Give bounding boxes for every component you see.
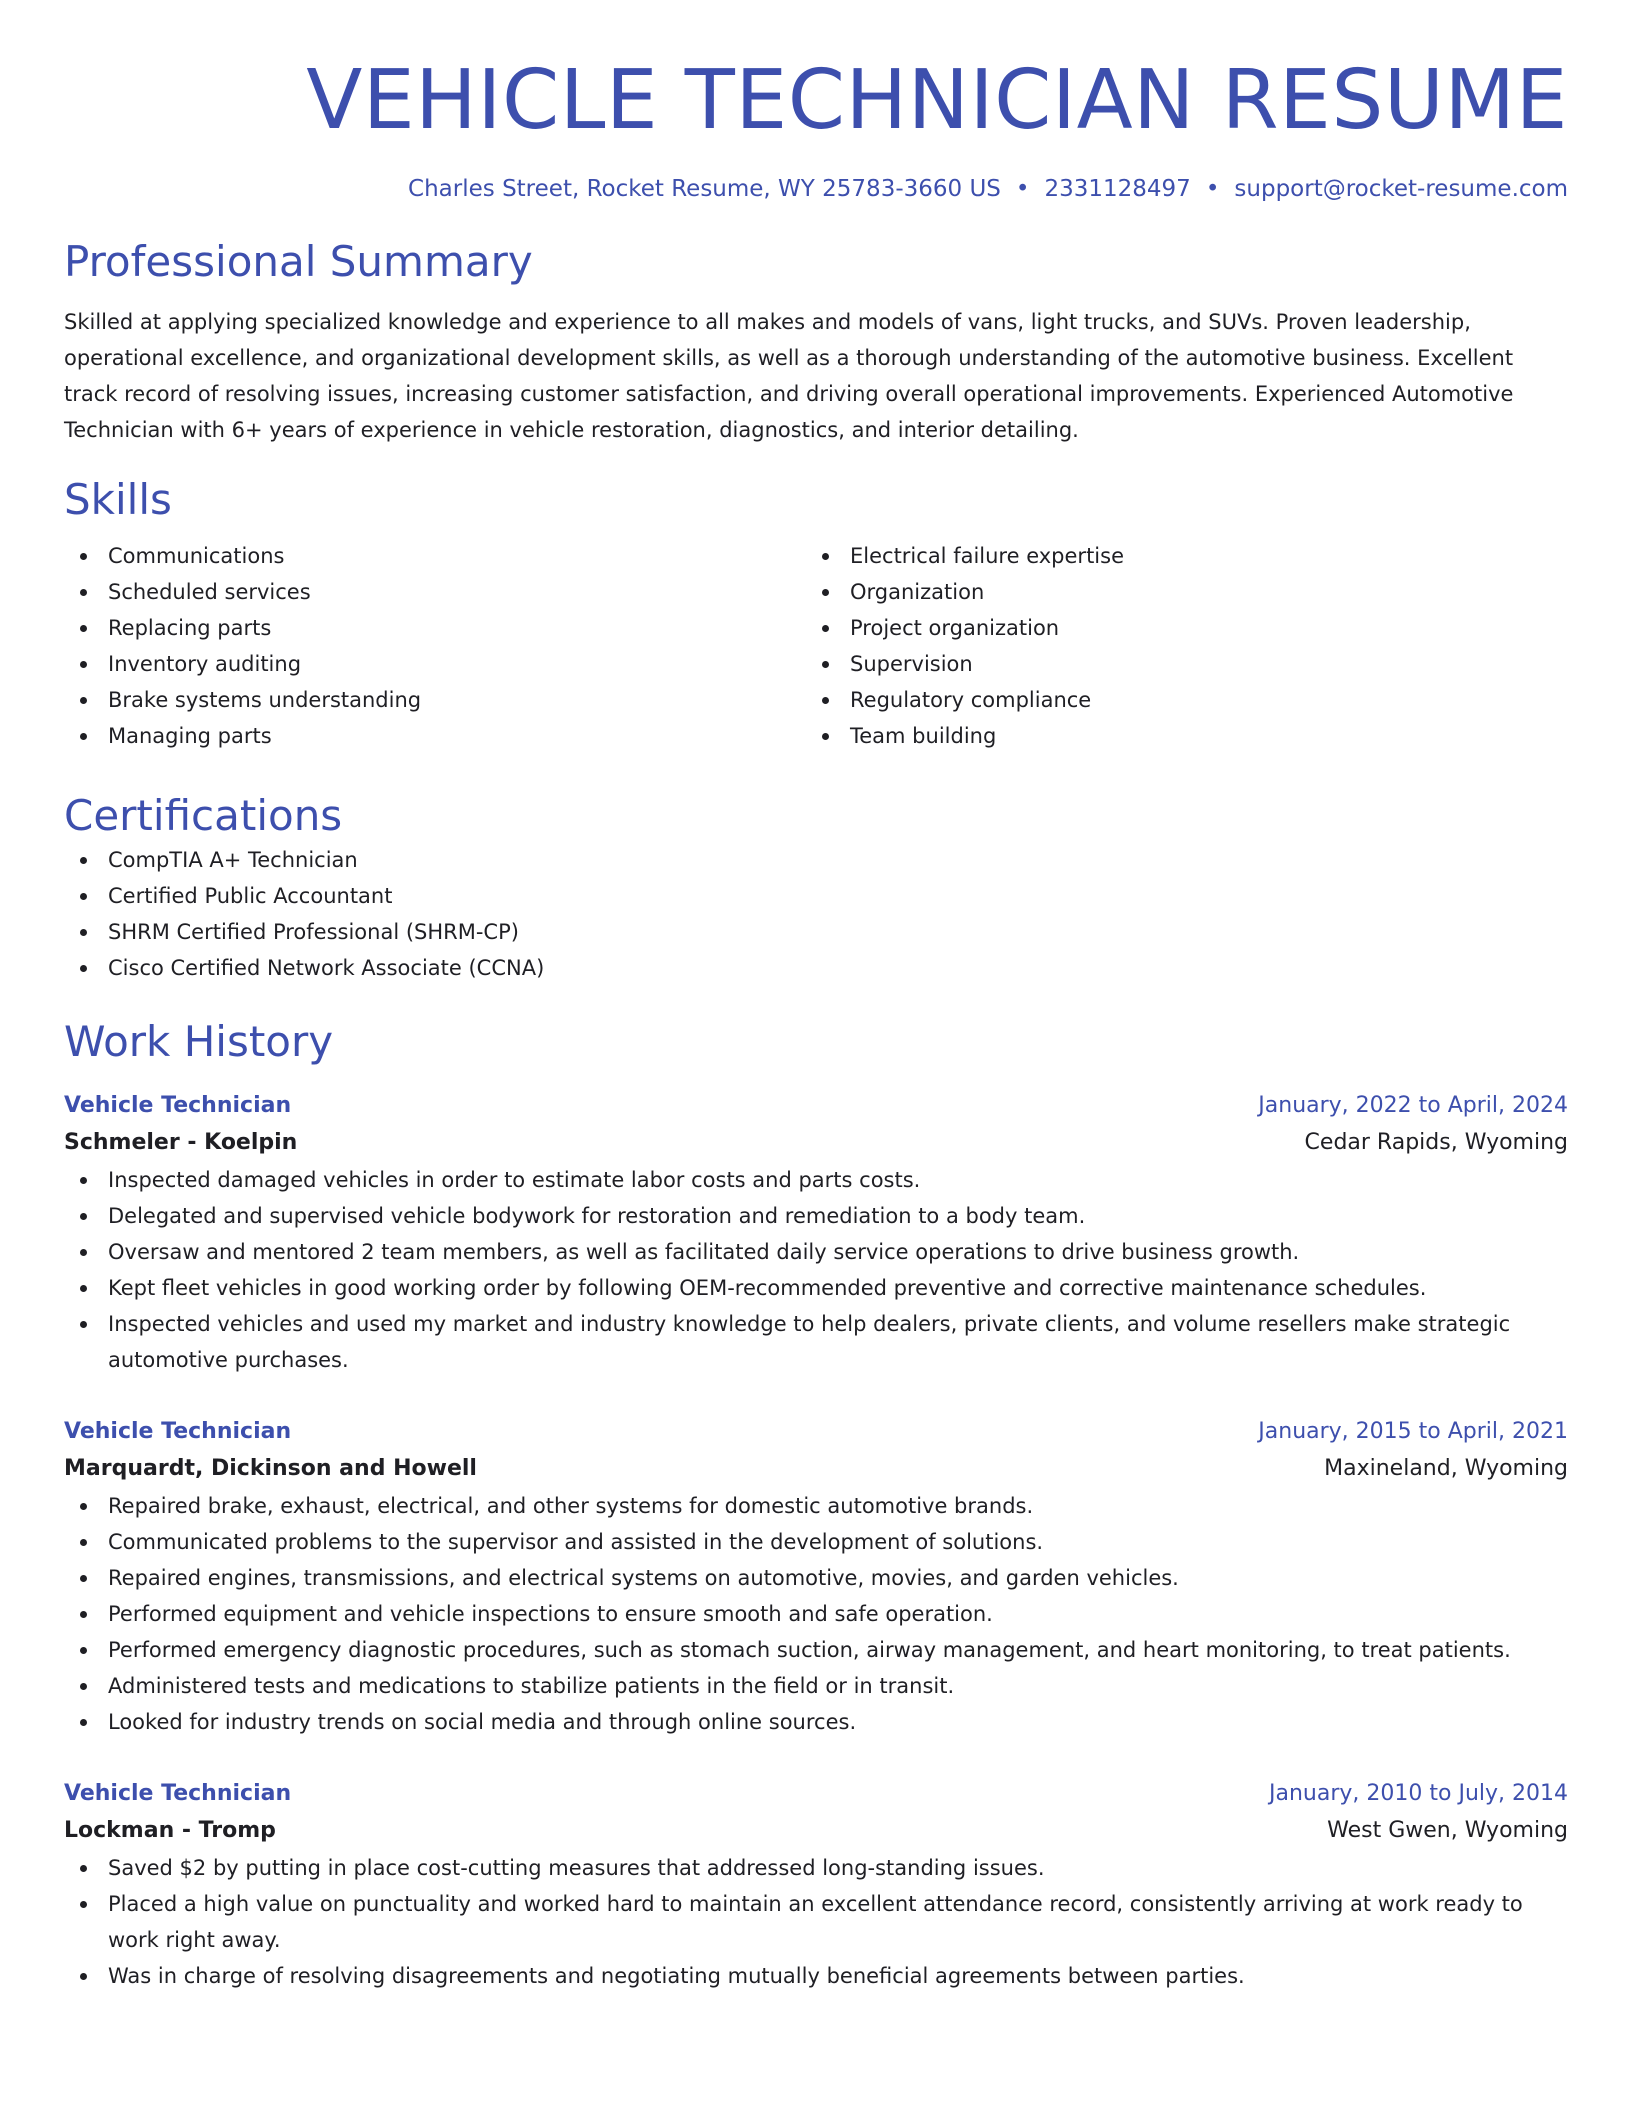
job-company: Marquardt, Dickinson and Howell [64, 1456, 477, 1481]
job-bullet: Repaired brake, exhaust, electrical, and other systems for domestic automotive brands. [64, 1488, 1568, 1524]
skills-grid [64, 538, 1568, 754]
job-bullet: Was in charge of resolving disagreements and negotiating mutually beneficial agreements between parties. [64, 1958, 1568, 1994]
job-bullet: Repaired engines, transmissions, and electrical systems on automotive, movies, and garden vehicles. [64, 1560, 1568, 1596]
contact-line [64, 174, 1568, 204]
job-bullet: Communicated problems to the supervisor and assisted in the development of solutions. [64, 1524, 1568, 1560]
job-title-row [64, 1088, 1568, 1124]
work-history-heading: Work History [64, 1017, 334, 1066]
summary-heading: Professional Summary [64, 237, 533, 286]
resume-page [64, 0, 1568, 1994]
job-company-row [64, 1450, 1568, 1488]
job-dates: January, 2010 to July, 2014 [1269, 1781, 1568, 1806]
skill-item: Brake systems understanding [64, 682, 806, 718]
contact-separator: • [1015, 176, 1030, 202]
job-dates: January, 2015 to April, 2021 [1258, 1419, 1568, 1444]
skill-item: Communications [64, 538, 806, 574]
job-title: Vehicle Technician [64, 1781, 292, 1806]
contact-address: Charles Street, Rocket Resume, WY 25783-3660 US [408, 176, 1001, 202]
job-location: Cedar Rapids, Wyoming [1304, 1130, 1568, 1155]
job-bullet: Inspected vehicles and used my market and industry knowledge to help dealers, private clients, and volume resellers make strategic automotive purchases. [64, 1306, 1568, 1378]
job-bullet: Kept fleet vehicles in good working order by following OEM-recommended preventive and corrective maintenance schedules. [64, 1270, 1568, 1306]
job-title-row [64, 1776, 1568, 1812]
job-title: Vehicle Technician [64, 1093, 292, 1118]
skills-list-left [64, 538, 806, 754]
certification-item: SHRM Certified Professional (SHRM-CP) [64, 914, 1568, 950]
job-bullet: Administered tests and medications to stabilize patients in the field or in transit. [64, 1668, 1568, 1704]
job-bullets [64, 1488, 1568, 1740]
skill-item: Regulatory compliance [806, 682, 1548, 718]
job-company: Lockman - Tromp [64, 1818, 276, 1843]
contact-separator: • [1205, 176, 1220, 202]
skill-item: Team building [806, 718, 1548, 754]
skill-item: Organization [806, 574, 1548, 610]
contact-email[interactable]: support@rocket-resume.com [1234, 176, 1568, 202]
job-bullet: Delegated and supervised vehicle bodywork for restoration and remediation to a body team. [64, 1198, 1568, 1234]
skill-item: Replacing parts [64, 610, 806, 646]
job-entry [64, 1414, 1568, 1740]
job-title: Vehicle Technician [64, 1419, 292, 1444]
job-company-row [64, 1124, 1568, 1162]
job-company: Schmeler - Koelpin [64, 1130, 298, 1155]
job-dates: January, 2022 to April, 2024 [1258, 1093, 1568, 1118]
skills-column-left [64, 538, 806, 754]
job-entry [64, 1088, 1568, 1378]
skills-heading: Skills [64, 475, 172, 524]
skill-item: Supervision [806, 646, 1548, 682]
job-location: Maxineland, Wyoming [1324, 1456, 1568, 1481]
job-bullet: Performed equipment and vehicle inspections to ensure smooth and safe operation. [64, 1596, 1568, 1632]
skill-item: Project organization [806, 610, 1548, 646]
job-bullets [64, 1162, 1568, 1378]
contact-phone: 2331128497 [1044, 176, 1191, 202]
resume-header [64, 0, 1568, 204]
certification-item: CompTIA A+ Technician [64, 842, 1568, 878]
skills-list-right [806, 538, 1548, 754]
job-bullet: Oversaw and mentored 2 team members, as well as facilitated daily service operations to drive business growth. [64, 1234, 1568, 1270]
summary-text: Skilled at applying specialized knowledge and experience to all makes and models of vans, light trucks, and SUVs. Proven leadership, operational excellence, and organizational development skills, as well as a thorough understanding of the automotive business. Excellent track record of resolving issues, increasing customer satisfaction, and driving overall operational improvements. Experienced Automotive Technician with 6+ years of experience in vehicle restoration, diagnostics, and interior detailing. [64, 310, 1514, 442]
job-title-row [64, 1414, 1568, 1450]
job-bullet: Saved $2 by putting in place cost-cutting measures that addressed long-standing issues. [64, 1850, 1568, 1886]
certifications-heading: Certifications [64, 791, 343, 840]
job-bullet: Placed a high value on punctuality and worked hard to maintain an excellent attendance record, consistently arriving at work ready to work right away. [64, 1886, 1568, 1958]
skill-item: Inventory auditing [64, 646, 806, 682]
job-bullet: Performed emergency diagnostic procedures, such as stomach suction, airway management, and heart monitoring, to treat patients. [64, 1632, 1568, 1668]
job-bullet: Looked for industry trends on social media and through online sources. [64, 1704, 1568, 1740]
certifications-list [64, 842, 1568, 986]
skills-column-right [806, 538, 1548, 754]
skill-item: Managing parts [64, 718, 806, 754]
certification-item: Certified Public Accountant [64, 878, 1568, 914]
page-title: VEHICLE TECHNICIAN RESUME [306, 53, 1568, 148]
job-location: West Gwen, Wyoming [1327, 1818, 1568, 1843]
skill-item: Scheduled services [64, 574, 806, 610]
job-bullets [64, 1850, 1568, 1994]
certification-item: Cisco Certified Network Associate (CCNA) [64, 950, 1568, 986]
job-bullet: Inspected damaged vehicles in order to estimate labor costs and parts costs. [64, 1162, 1568, 1198]
job-entry [64, 1776, 1568, 1994]
skill-item: Electrical failure expertise [806, 538, 1548, 574]
job-company-row [64, 1812, 1568, 1850]
